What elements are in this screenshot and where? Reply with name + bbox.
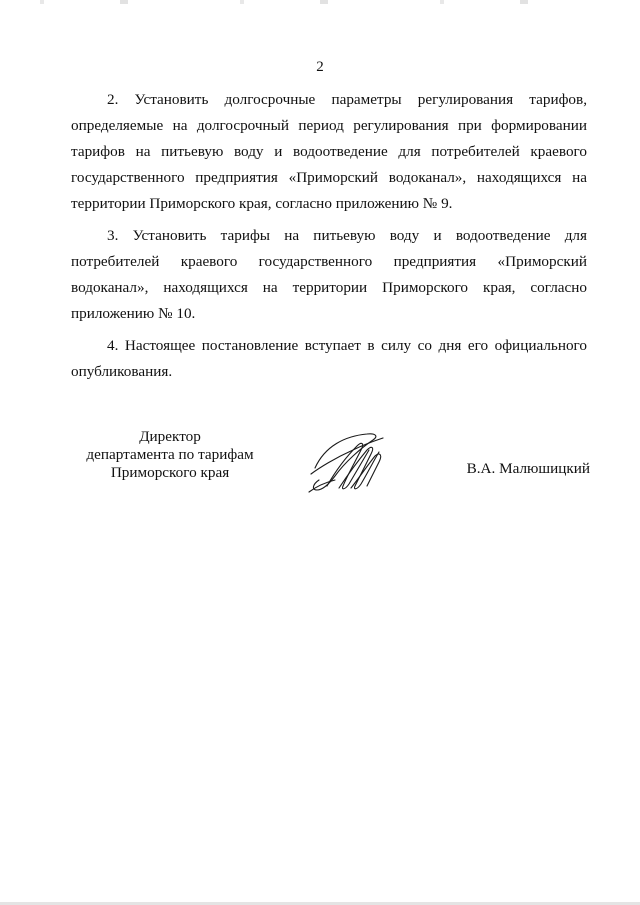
paragraph-clause-4: 4. Настоящее постановление вступает в силу со дня его официального опубликования. <box>71 337 587 380</box>
document-body <box>71 87 587 385</box>
signatory-title-line-3: Приморского края <box>110 464 230 481</box>
signatory-title-line-1: Директор <box>139 428 201 445</box>
signatory-name: В.А. Малюшицкий <box>466 460 590 477</box>
handwritten-signature <box>305 428 385 496</box>
signatory-title <box>60 428 280 482</box>
scan-artifact-top <box>0 0 640 4</box>
page-number: 2 <box>316 59 324 75</box>
paragraph-clause-2: 2. Установить долгосрочные параметры регулирования тарифов, определяемые на долгосрочный период регулирования при формировании тарифов на питьевую воду и водоотведение для потребителей краевого государственного предприятия «Приморский водоканал», находящихся на территории Приморского края, согласно приложению № 9. <box>71 91 587 212</box>
signatory-title-line-2: департамента по тарифам <box>86 446 254 463</box>
paragraph-clause-3: 3. Установить тарифы на питьевую воду и водоотведение для потребителей краевого государственного предприятия «Приморский водоканал», находящихся на территории Приморского края, согласно приложению № 10. <box>71 227 587 322</box>
signature-block <box>0 428 640 508</box>
